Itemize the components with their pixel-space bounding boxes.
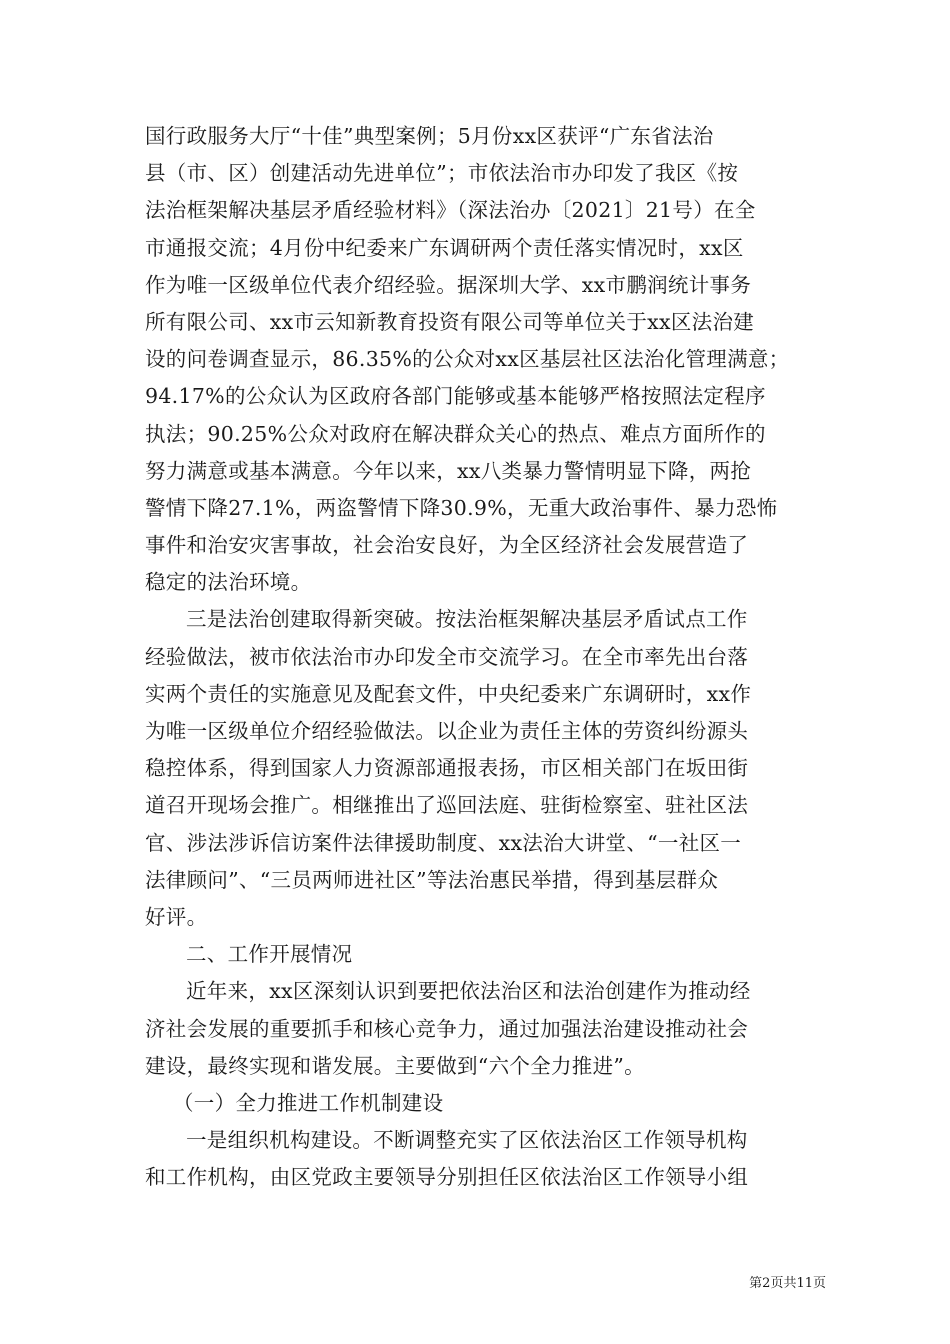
text-line: 设的问卷调查显示，86.35%的公众对xx区基层社区法治化管理满意； [145,347,790,372]
text-line: 努力满意或基本满意。今年以来，xx八类暴力警情明显下降，两抢 [145,458,752,483]
text-line: 市通报交流；4月份中纪委来广东调研两个责任落实情况时，xx区 [145,235,744,260]
text-line: 法治框架解决基层矛盾经验材料》（深法治办〔2021〕21号）在全 [145,198,756,223]
text-line: 为唯一区级单位介绍经验做法。以企业为责任主体的劳资纠纷源头 [145,719,749,743]
paragraph-start-line: 近年来，xx区深刻认识到要把依法治区和法治创建作为推动经 [186,979,751,1004]
text-line: 所有限公司、xx市云知新教育投资有限公司等单位关于xx区法治建 [145,309,755,334]
text-line: 济社会发展的重要抓手和核心竞争力，通过加强法治建设推动社会 [145,1016,749,1041]
text-line: 94.17%的公众认为区政府各部门能够或基本能够严格按照法定程序 [145,384,766,409]
text-line: 稳定的法治环境。 [145,570,312,595]
text-line: 和工作机构，由区党政主要领导分别担任区依法治区工作领导小组 [145,1165,749,1190]
text-line: 稳控体系，得到国家人力资源部通报表扬，市区相关部门在坂田街 [145,756,749,781]
subsection-heading: （一）全力推进工作机制建设 [173,1090,444,1115]
paragraph-start-line: 三是法治创建取得新突破。按法治框架解决基层矛盾试点工作 [186,607,748,632]
text-line: 法律顾问”、“三员两师进社区”等法治惠民举措，得到基层群众 [145,867,719,892]
text-line: 事件和治安灾害事故，社会治安良好，为全区经济社会发展营造了 [145,533,749,558]
text-line: 官、涉法涉诉信访案件法律援助制度、xx法治大讲堂、“一社区一 [145,830,742,855]
text-line: 道召开现场会推广。相继推出了巡回法庭、驻街检察室、驻社区法 [145,793,749,818]
text-line: 作为唯一区级单位代表介绍经验。据深圳大学、xx市鹏润统计事务 [145,272,752,297]
text-line: 经验做法，被市依法治市办印发全市交流学习。在全市率先出台落 [145,644,749,669]
text-line: 建设，最终实现和谐发展。主要做到“六个全力推进”。 [145,1053,645,1078]
text-line: 警情下降27.1%，两盗警情下降30.9%，无重大政治事件、暴力恐怖 [145,495,778,520]
text-line: 国行政服务大厅“十佳”典型案例；5月份xx区获评“广东省法治 [145,124,714,148]
text-line: 实两个责任的实施意见及配套文件，中央纪委来广东调研时，xx作 [145,681,752,706]
paragraph-start-line: 一是组织机构建设。不断调整充实了区依法治区工作领导机构 [186,1128,748,1153]
document-body [145,118,825,1196]
text-line: 好评。 [145,904,208,929]
page-number-footer: 第2页共11页 [749,1276,826,1291]
text-line: 县（市、区）创建活动先进单位”；市依法治市办印发了我区《按 [145,161,739,186]
section-heading: 二、工作开展情况 [186,942,353,967]
text-line: 执法；90.25%公众对政府在解决群众关心的热点、难点方面所作的 [145,421,766,446]
